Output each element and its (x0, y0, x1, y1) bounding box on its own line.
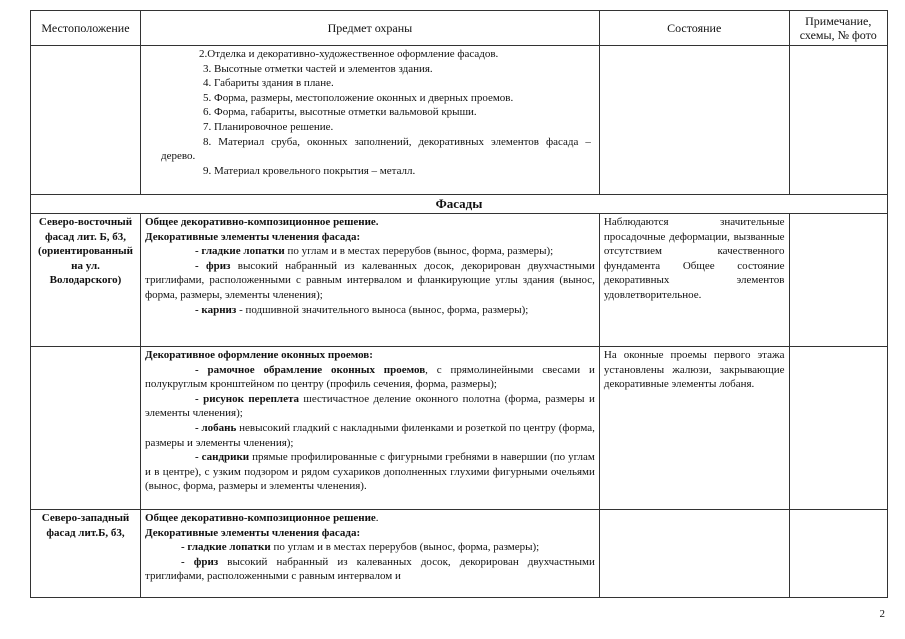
section-title: Фасады (31, 195, 888, 214)
section-row (31, 195, 888, 214)
table-row-intro (31, 46, 888, 195)
list-item: - гладкие лопатки по углам и в местах перерубов (вынос, форма, размеры); (195, 245, 554, 258)
list-item: - гладкие лопатки по углам и в местах перерубов (вынос, форма, размеры); (181, 541, 540, 554)
table-row-ne-facade (31, 214, 888, 347)
list-item: 3. Высотные отметки частей и элементов здания. (203, 62, 433, 75)
list-item: - фриз высокий набранный из калеванных досок, декорирован двухчастными триглифами, расположенными с равным интервалом и (145, 555, 595, 583)
list-item: 2.Отделка и декоративно-художественное оформление фасадов. (199, 48, 499, 60)
list-item: - рамочное обрамление оконных проемов, с прямолинейными свесами и полукруглым кронштейном по центру (профиль сечения, форма, размеры); (145, 363, 595, 391)
table-row-windows (31, 347, 888, 510)
protection-table (30, 10, 888, 598)
condition-cell: На оконные проемы первого этажа установлены жалюзи, закрывающие декоративные элементы лобаня. (599, 347, 789, 510)
condition-cell: Наблюдаются значительные просадочные деформации, вызванные отсутствием качественного фундамента Общее состояние декоративных элементов удовлетворительное. (599, 214, 789, 347)
subject-cell (141, 347, 600, 510)
header-notes: Примечание, схемы, № фото (789, 11, 888, 46)
subject-cell (141, 510, 600, 598)
list-item: - рисунок переплета шестичастное деление оконного полотна (форма, размеры и элементы членения); (145, 392, 595, 420)
cell-empty (31, 46, 141, 195)
list-item: 4. Габариты здания в плане. (203, 77, 334, 90)
heading: Общее декоративно-композиционное решение. (145, 216, 379, 228)
list-item: 9. Материал кровельного покрытия – металл. (203, 164, 416, 177)
heading: Декоративные элементы членения фасада: (145, 230, 361, 243)
table-header-row (31, 11, 888, 46)
intro-list (141, 46, 600, 195)
cell-empty (31, 347, 141, 510)
condition-cell (599, 510, 789, 598)
table-row-nw-facade (31, 510, 888, 598)
list-item: - сандрики прямые профилированные с фигурными гребнями в навершии (по углам и в центре), с узким подзором и рядом сухариков дополненных глухими фигурными очельями (вынос, форма, размеры и элементы членения). (145, 451, 595, 493)
list-item: 8. Материал сруба, оконных заполнений, декоративных элементов фасада – дерево. (161, 135, 591, 163)
cell-empty (789, 46, 888, 195)
notes-cell (789, 214, 888, 347)
heading: Декоративные элементы членения фасада: (145, 526, 361, 539)
heading: Декоративное оформление оконных проемов: (145, 349, 373, 361)
header-location: Местоположение (31, 11, 141, 46)
list-item: 6. Форма, габариты, высотные отметки вальмовой крыши. (203, 106, 477, 119)
location-cell: Северо-восточный фасад лит. Б, б3, (ориентированный на ул. Володарского) (31, 214, 141, 347)
list-item: - фриз высокий набранный из калеванных досок, декорирован двухчастными триглифами, расположенными с равным интервалом и фланкирующие углы здания (вынос, форма, размеры, элементы членения); (145, 259, 595, 301)
location-cell: Северо-западный фасад лит.Б, б3, (31, 510, 141, 598)
cell-empty (599, 46, 789, 195)
header-condition: Состояние (599, 11, 789, 46)
page-number: 2 (879, 608, 885, 620)
notes-cell (789, 510, 888, 598)
list-item: 7. Планировочное решение. (203, 120, 334, 133)
subject-cell (141, 214, 600, 347)
header-subject: Предмет охраны (141, 11, 600, 46)
list-item: - карниз - подшивной значительного выноса (вынос, форма, размеры); (195, 303, 529, 316)
list-item: - лобань невысокий гладкий с накладными филенками и розеткой по центру (форма, размеры и элементы членения); (145, 421, 595, 449)
heading: Общее декоративно-композиционное решение. (145, 512, 379, 524)
notes-cell (789, 347, 888, 510)
list-item: 5. Форма, размеры, местоположение оконных и дверных проемов. (203, 91, 514, 104)
